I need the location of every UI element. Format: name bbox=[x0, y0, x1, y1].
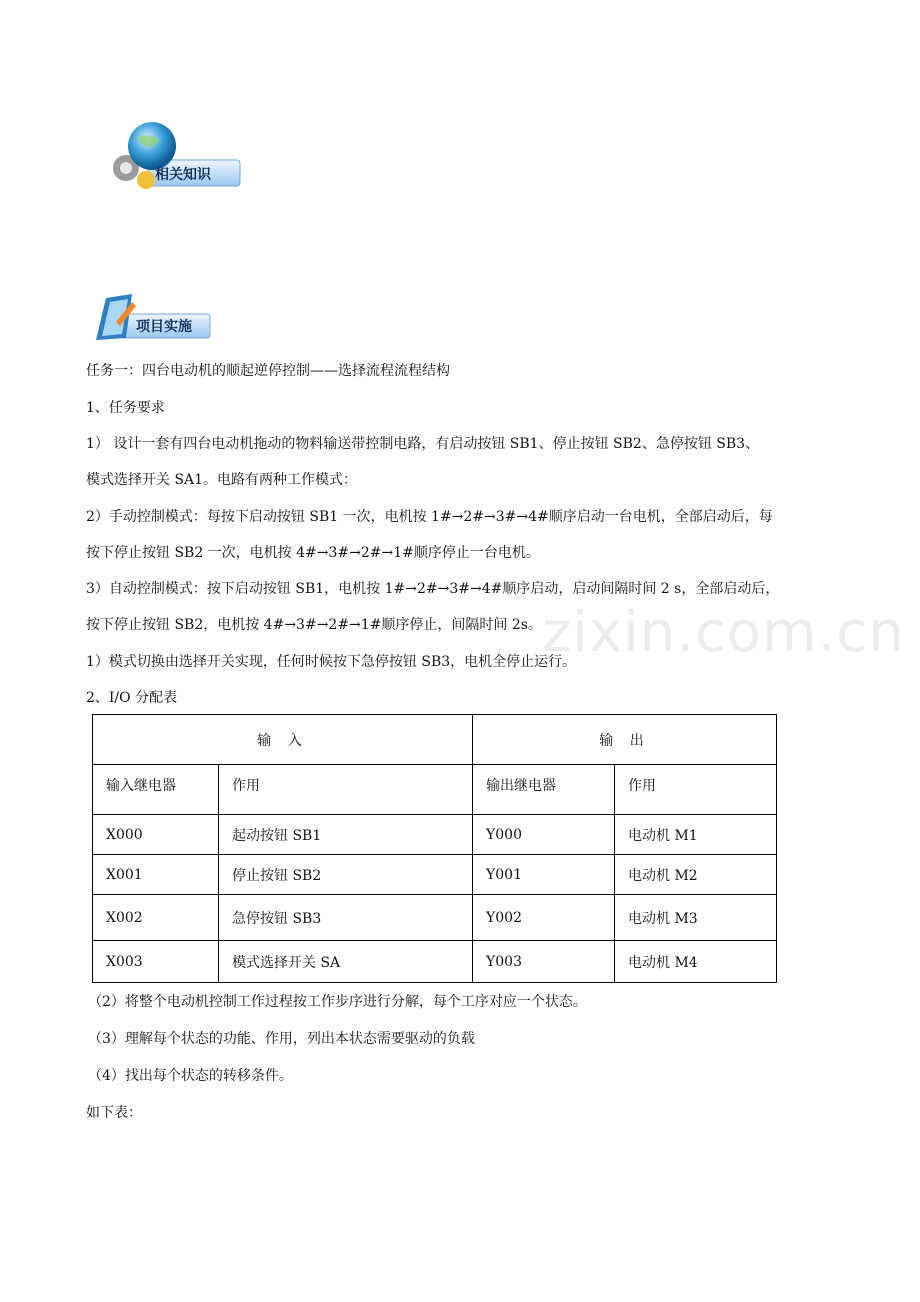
in-function-cell: 停止按钮 SB2 bbox=[219, 855, 473, 895]
task-title: 任务一：四台电动机的顺起逆停控制——选择流程流程结构 bbox=[86, 363, 450, 379]
io-assignment-table bbox=[92, 714, 777, 983]
step-4: （4）找出每个状态的转移条件。 bbox=[88, 1068, 293, 1084]
step-3: （3）理解每个状态的功能、作用，列出本状态需要驱动的负载 bbox=[88, 1031, 475, 1047]
input-header: 输 入 bbox=[93, 715, 473, 765]
requirement-4: 1）模式切换由选择开关实现，任何时候按下急停按钮 SB3，电机全停止运行。 bbox=[86, 654, 577, 670]
io-heading: 2、I/O 分配表 bbox=[86, 690, 178, 706]
requirement-1-line-1: 1） 设计一套有四台电动机拖动的物料输送带控制电路，有启动按钮 SB1、停止按钮 SB2、急停按钮 SB3、 bbox=[86, 436, 760, 452]
in-function-cell: 急停按钮 SB3 bbox=[219, 895, 473, 941]
requirement-3-line-2: 按下停止按钮 SB2，电机按 4#→3#→2#→1#顺序停止，间隔时间 2s。 bbox=[86, 617, 542, 633]
out-function-cell: 电动机 M1 bbox=[615, 815, 777, 855]
in-function-cell: 起动按钮 SB1 bbox=[219, 815, 473, 855]
output-header: 输 出 bbox=[473, 715, 777, 765]
step-2: （2）将整个电动机控制工作过程按工作步序进行分解，每个工序对应一个状态。 bbox=[88, 994, 587, 1010]
table-row bbox=[93, 815, 777, 855]
out-relay-cell: Y003 bbox=[473, 941, 615, 983]
knowledge-badge bbox=[108, 118, 242, 200]
requirements-heading: 1、任务要求 bbox=[86, 400, 165, 416]
table-row bbox=[93, 941, 777, 983]
table-column-row bbox=[93, 765, 777, 815]
out-function-cell: 电动机 M4 bbox=[615, 941, 777, 983]
requirement-3-line-1: 3）自动控制模式：按下启动按钮 SB1，电机按 1#→2#→3#→4#顺序启动，启动间隔时间 2 s，全部启动后， bbox=[86, 581, 780, 597]
out-relay-cell: Y001 bbox=[473, 855, 615, 895]
out-relay-cell: Y002 bbox=[473, 895, 615, 941]
col-output-function: 作用 bbox=[615, 765, 777, 815]
implementation-badge-label: 项目实施 bbox=[136, 319, 192, 335]
knowledge-badge-label: 相关知识 bbox=[155, 167, 211, 183]
table-header-row bbox=[93, 715, 777, 765]
table-intro: 如下表： bbox=[86, 1105, 142, 1121]
col-output-relay: 输出继电器 bbox=[473, 765, 615, 815]
in-function-cell: 模式选择开关 SA bbox=[219, 941, 473, 983]
out-relay-cell: Y000 bbox=[473, 815, 615, 855]
requirement-2-line-1: 2）手动控制模式：每按下启动按钮 SB1 一次，电机按 1#→2#→3#→4#顺序启动一台电机，全部启动后，每 bbox=[86, 509, 773, 525]
globe-gear-icon bbox=[108, 118, 242, 200]
out-function-cell: 电动机 M3 bbox=[615, 895, 777, 941]
out-function-cell: 电动机 M2 bbox=[615, 855, 777, 895]
watermark: zixin.com.cn bbox=[542, 600, 905, 665]
in-relay-cell: X000 bbox=[93, 815, 219, 855]
col-input-function: 作用 bbox=[219, 765, 473, 815]
table-row bbox=[93, 855, 777, 895]
requirement-2-line-2: 按下停止按钮 SB2 一次，电机按 4#→3#→2#→1#顺序停止一台电机。 bbox=[86, 545, 540, 561]
col-input-relay: 输入继电器 bbox=[93, 765, 219, 815]
in-relay-cell: X001 bbox=[93, 855, 219, 895]
requirement-1-line-2: 模式选择开关 SA1。电路有两种工作模式： bbox=[86, 472, 358, 488]
table-row bbox=[93, 895, 777, 941]
implementation-badge bbox=[92, 292, 212, 350]
in-relay-cell: X002 bbox=[93, 895, 219, 941]
in-relay-cell: X003 bbox=[93, 941, 219, 983]
